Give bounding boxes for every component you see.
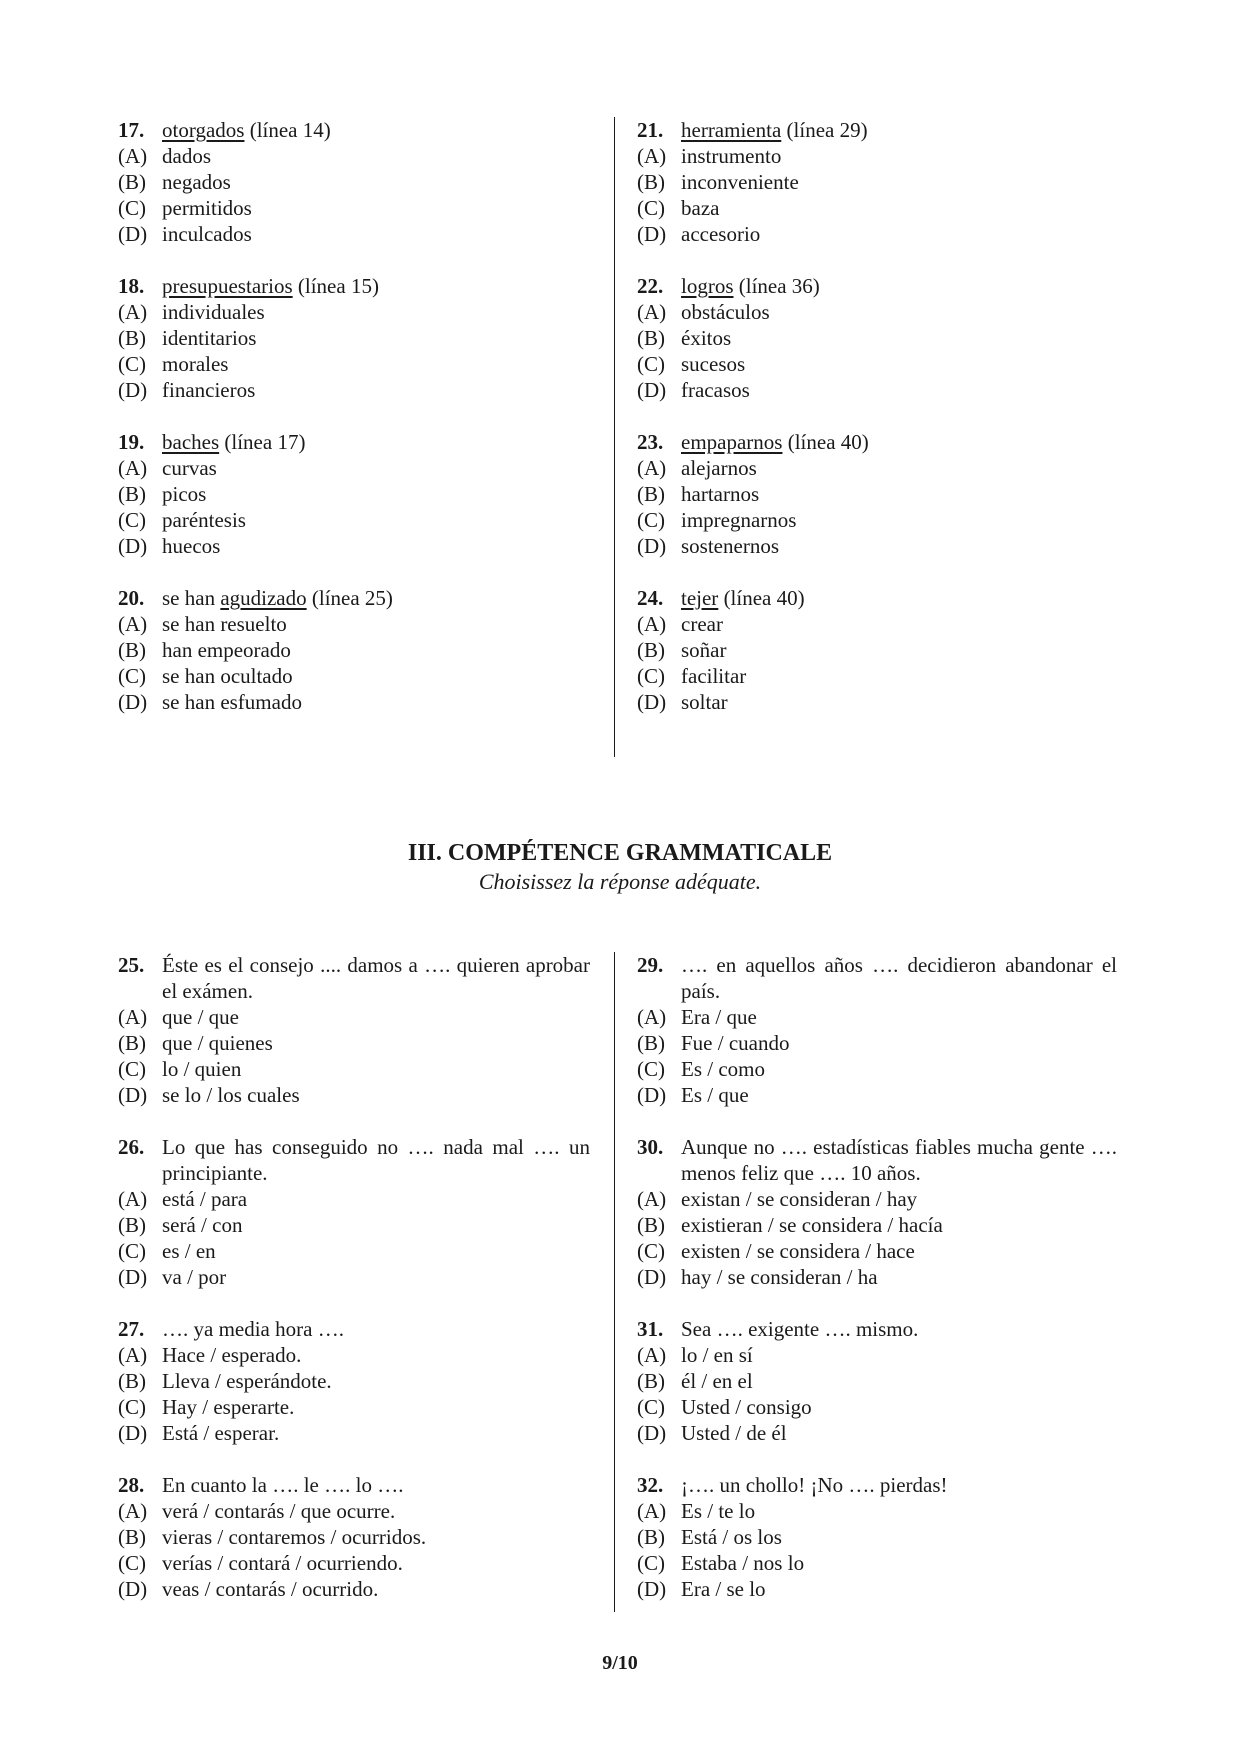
question-number: 20. xyxy=(118,586,145,610)
vocabulary-section xyxy=(0,117,1240,757)
option-a[interactable]: (A) existan / se consideran / hay xyxy=(637,1187,918,1211)
option-a[interactable]: (A) obstáculos xyxy=(637,300,770,324)
question-stem: Éste es el consejo .... damos a …. quieren aprobar el exámen. xyxy=(162,953,590,1003)
page-number: 9/10 xyxy=(602,1652,638,1674)
vocabulary-right-column xyxy=(637,117,1117,741)
option-d[interactable]: (D) huecos xyxy=(118,534,221,558)
question-21: 21. herramienta (línea 29) (A) instrumento (B) inconveniente (C) baza (D) accesorio xyxy=(637,117,1117,247)
option-c[interactable]: (C) permitidos xyxy=(118,196,252,220)
column-divider xyxy=(614,952,615,1612)
option-b[interactable]: (B) identitarios xyxy=(118,326,257,350)
question-20: 20. se han agudizado (línea 25) (A) se han resuelto (B) han empeorado (C) se han ocultado (D) se han esfumado xyxy=(118,585,590,715)
option-a[interactable]: (A) lo / en sí xyxy=(637,1343,753,1367)
option-b[interactable]: (B) negados xyxy=(118,170,231,194)
grammar-right-column xyxy=(637,952,1117,1628)
vocabulary-left-column xyxy=(118,117,590,741)
question-32 xyxy=(637,1472,1117,1602)
option-a[interactable]: (A) individuales xyxy=(118,300,265,324)
question-stem: ¡…. un chollo! ¡No …. pierdas! xyxy=(681,1473,948,1497)
question-29 xyxy=(637,952,1117,1108)
section-title: III. COMPÉTENCE GRAMMATICALE xyxy=(407,840,833,866)
question-23: 23. empaparnos (línea 40) (A) alejarnos (B) hartarnos (C) impregnarnos (D) sostenernos xyxy=(637,429,1117,559)
question-number: 19. xyxy=(118,430,145,454)
option-b[interactable]: (B) han empeorado xyxy=(118,638,291,662)
question-number: 23. xyxy=(637,430,664,454)
option-b[interactable]: (B) picos xyxy=(118,482,207,506)
question-26 xyxy=(118,1134,590,1290)
option-d[interactable]: (D) Es / que xyxy=(637,1083,749,1107)
option-d[interactable]: (D) inculcados xyxy=(118,222,252,246)
question-number: 22. xyxy=(637,274,664,298)
question-number: 28. xyxy=(118,1473,145,1497)
question-number: 27. xyxy=(118,1317,145,1341)
question-stem: Lo que has conseguido no …. nada mal …. un principiante. xyxy=(162,1135,590,1185)
option-c[interactable]: (C) se han ocultado xyxy=(118,664,293,688)
option-d[interactable]: (D) financieros xyxy=(118,378,256,402)
option-b[interactable]: (B) que / quienes xyxy=(118,1031,273,1055)
question-number: 31. xyxy=(637,1317,664,1341)
question-number: 32. xyxy=(637,1473,664,1497)
option-c[interactable]: (C) lo / quien xyxy=(118,1057,242,1081)
option-c[interactable]: (C) facilitar xyxy=(637,664,747,688)
target-word: otorgados xyxy=(162,118,245,142)
option-c[interactable]: (C) es / en xyxy=(118,1239,216,1263)
question-number: 25. xyxy=(118,953,145,977)
column-divider xyxy=(614,117,615,757)
option-b[interactable]: (B) existieran / se considera / hacía xyxy=(637,1213,943,1237)
option-b[interactable]: (B) Fue / cuando xyxy=(637,1031,790,1055)
question-number: 30. xyxy=(637,1135,664,1159)
target-word: herramienta xyxy=(681,118,782,142)
option-a[interactable]: (A) Hace / esperado. xyxy=(118,1343,302,1367)
question-27 xyxy=(118,1316,590,1446)
question-number: 29. xyxy=(637,953,664,977)
option-b[interactable]: (B) Lleva / esperándote. xyxy=(118,1369,332,1393)
option-c[interactable]: (C) verías / contará / ocurriendo. xyxy=(118,1551,403,1575)
question-stem: Aunque no …. estadísticas fiables mucha gente …. menos feliz que …. 10 años. xyxy=(681,1135,1117,1185)
option-a[interactable]: (A) está / para xyxy=(118,1187,248,1211)
option-a[interactable]: (A) instrumento xyxy=(637,144,782,168)
option-c[interactable]: (C) impregnarnos xyxy=(637,508,797,532)
option-a[interactable]: (A) Era / que xyxy=(637,1005,757,1029)
option-b[interactable]: (B) será / con xyxy=(118,1213,243,1237)
option-d[interactable]: (D) sostenernos xyxy=(637,534,779,558)
option-d[interactable]: (D) soltar xyxy=(637,690,728,714)
option-a[interactable]: (A) se han resuelto xyxy=(118,612,287,636)
option-c[interactable]: (C) Usted / consigo xyxy=(637,1395,812,1419)
option-b[interactable]: (B) inconveniente xyxy=(637,170,799,194)
question-25 xyxy=(118,952,590,1108)
option-b[interactable]: (B) hartarnos xyxy=(637,482,760,506)
question-stem: Sea …. exigente …. mismo. xyxy=(681,1317,919,1341)
target-word: baches xyxy=(162,430,220,454)
target-word: presupuestarios xyxy=(162,274,293,298)
question-stem: …. ya media hora …. xyxy=(162,1317,344,1341)
question-31 xyxy=(637,1316,1117,1446)
option-a[interactable]: (A) Es / te lo xyxy=(637,1499,756,1523)
question-19: 19. baches (línea 17) (A) curvas (B) picos (C) paréntesis (D) huecos xyxy=(118,429,590,559)
option-b[interactable]: (B) Está / os los xyxy=(637,1525,782,1549)
option-c[interactable]: (C) paréntesis xyxy=(118,508,246,532)
question-number: 24. xyxy=(637,586,664,610)
question-18: 18. presupuestarios (línea 15) (A) individuales (B) identitarios (C) morales (D) financieros xyxy=(118,273,590,403)
option-a[interactable]: (A) crear xyxy=(637,612,723,636)
option-c[interactable]: (C) baza xyxy=(637,196,720,220)
target-word: agudizado xyxy=(220,586,307,610)
option-a[interactable]: (A) curvas xyxy=(118,456,217,480)
question-28 xyxy=(118,1472,590,1602)
question-number: 21. xyxy=(637,118,664,142)
option-b[interactable]: (B) éxitos xyxy=(637,326,732,350)
option-c[interactable]: (C) morales xyxy=(118,352,229,376)
question-number: 18. xyxy=(118,274,145,298)
grammar-section xyxy=(0,952,1240,1612)
option-d[interactable]: (D) Está / esperar. xyxy=(118,1421,280,1445)
question-stem: En cuanto la …. le …. lo …. xyxy=(162,1473,404,1497)
target-word: empaparnos xyxy=(681,430,783,454)
option-d[interactable]: (D) va / por xyxy=(118,1265,227,1289)
option-a[interactable]: (A) dados xyxy=(118,144,211,168)
question-22: 22. logros (línea 36) (A) obstáculos (B) éxitos (C) sucesos (D) fracasos xyxy=(637,273,1117,403)
target-word: tejer xyxy=(681,586,719,610)
option-b[interactable]: (B) soñar xyxy=(637,638,727,662)
option-c[interactable]: (C) sucesos xyxy=(637,352,746,376)
grammar-left-column xyxy=(118,952,590,1628)
option-d[interactable]: (D) Usted / de él xyxy=(637,1421,787,1445)
option-d[interactable]: (D) hay / se consideran / ha xyxy=(637,1265,878,1289)
option-d[interactable]: (D) se han esfumado xyxy=(118,690,302,714)
question-30 xyxy=(637,1134,1117,1290)
option-d[interactable]: (D) accesorio xyxy=(637,222,761,246)
option-d[interactable]: (D) veas / contarás / ocurrido. xyxy=(118,1577,379,1601)
question-24: 24. tejer (línea 40) (A) crear (B) soñar (C) facilitar (D) soltar xyxy=(637,585,1117,715)
option-b[interactable]: (B) él / en el xyxy=(637,1369,753,1393)
option-a[interactable]: (A) verá / contarás / que ocurre. xyxy=(118,1499,396,1523)
question-number: 17. xyxy=(118,118,145,142)
option-c[interactable]: (C) Hay / esperarte. xyxy=(118,1395,295,1419)
question-stem: …. en aquellos años …. decidieron abandonar el país. xyxy=(681,953,1117,1003)
option-b[interactable]: (B) vieras / contaremos / ocurridos. xyxy=(118,1525,427,1549)
option-c[interactable]: (C) existen / se considera / hace xyxy=(637,1239,915,1263)
option-c[interactable]: (C) Estaba / nos lo xyxy=(637,1551,805,1575)
question-17: 17. otorgados (línea 14) (A) dados (B) negados (C) permitidos (D) inculcados xyxy=(118,117,590,247)
section-instruction: Choisissez la réponse adéquate. xyxy=(478,869,762,894)
option-d[interactable]: (D) fracasos xyxy=(637,378,750,402)
option-a[interactable]: (A) que / que xyxy=(118,1005,239,1029)
option-a[interactable]: (A) alejarnos xyxy=(637,456,757,480)
option-d[interactable]: (D) se lo / los cuales xyxy=(118,1083,300,1107)
target-word: logros xyxy=(681,274,734,298)
option-c[interactable]: (C) Es / como xyxy=(637,1057,765,1081)
option-d[interactable]: (D) Era / se lo xyxy=(637,1577,766,1601)
question-number: 26. xyxy=(118,1135,145,1159)
